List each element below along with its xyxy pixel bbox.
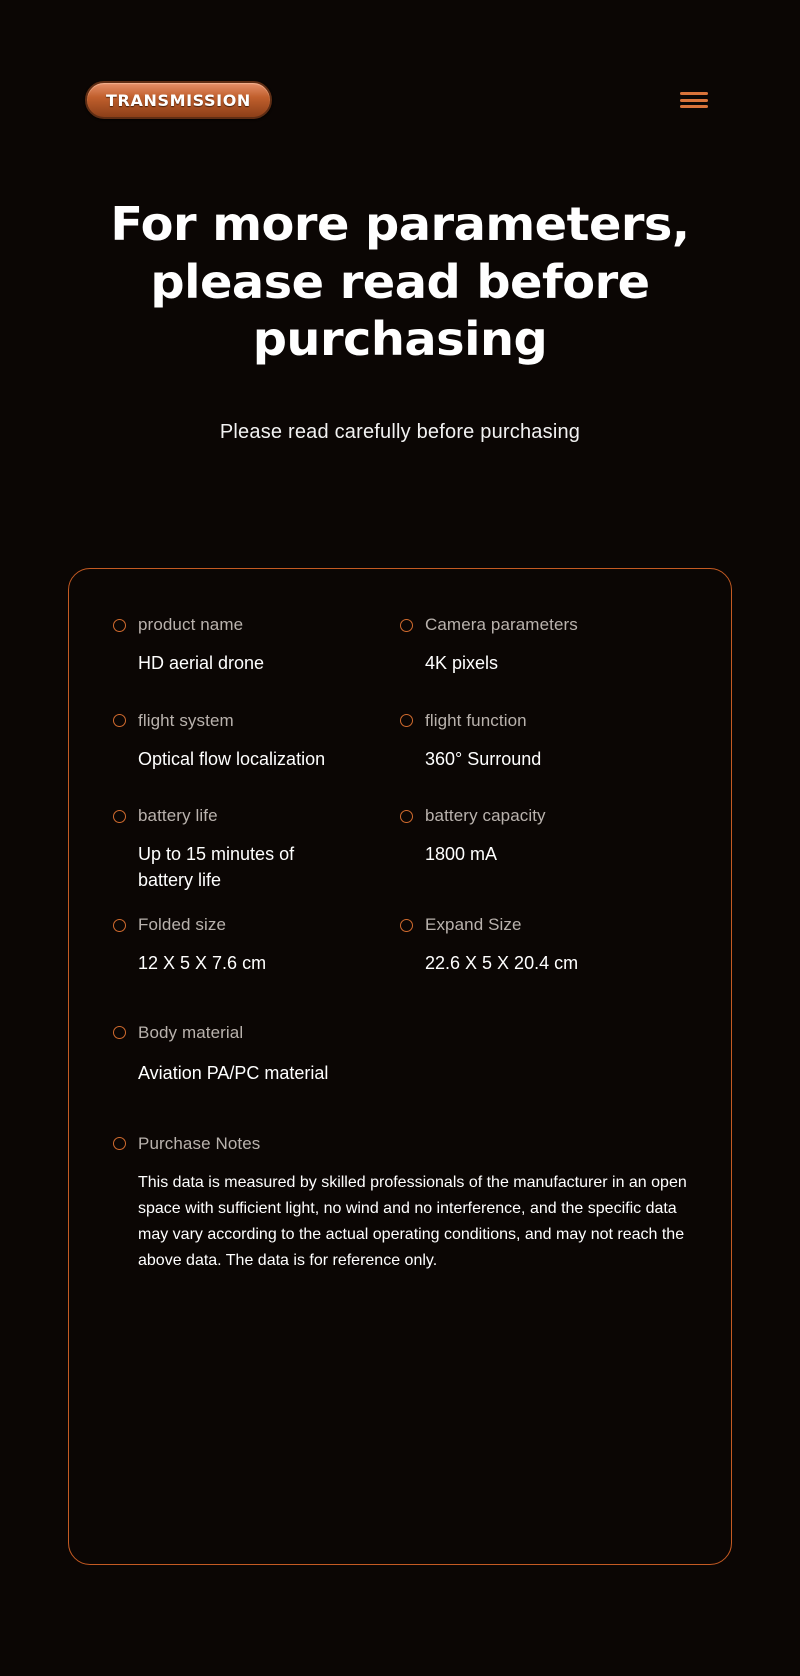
spec-value: 360° Surround: [425, 748, 542, 769]
circle-bullet-icon: [400, 810, 413, 823]
circle-bullet-icon: [113, 1026, 126, 1039]
spec-item-body-material: [113, 1023, 687, 1088]
spec-header: [400, 915, 687, 935]
specification-card: [68, 568, 732, 1565]
menu-bar-3: [680, 105, 708, 108]
spec-header: [400, 615, 687, 635]
spec-label: product name: [138, 615, 244, 634]
spec-label: Expand Size: [425, 915, 522, 935]
spec-header: [400, 711, 687, 731]
circle-bullet-icon: [400, 714, 413, 727]
spec-label: Body material: [138, 1022, 244, 1042]
spec-label: flight function: [425, 710, 527, 730]
spec-label: Camera parameters: [425, 615, 578, 634]
brand-logo-label: TRANSMISSION: [106, 90, 251, 110]
spec-header: [113, 615, 400, 635]
spec-value: Aviation PA/PC material: [138, 1062, 329, 1083]
circle-bullet-icon: [113, 619, 126, 632]
spec-label: battery life: [138, 806, 218, 826]
circle-bullet-icon: [400, 619, 413, 632]
circle-bullet-icon: [400, 919, 413, 932]
spec-item-camera-parameters: [400, 615, 687, 677]
spec-value: 22.6 X 5 X 20.4 cm: [425, 953, 579, 974]
spec-item-product-name: [113, 615, 400, 677]
spec-label: flight system: [138, 710, 234, 730]
spec-header: [113, 806, 400, 826]
spec-item-expand-size: [400, 915, 687, 977]
spec-header: [113, 1023, 687, 1043]
hamburger-menu-icon[interactable]: [680, 88, 708, 112]
spec-label: Folded size: [138, 915, 227, 935]
spec-item-folded-size: [113, 915, 400, 977]
spec-item-flight-system: [113, 711, 400, 773]
hero-section: [0, 196, 800, 444]
brand-logo-button[interactable]: [85, 81, 272, 119]
spec-header: [400, 806, 687, 826]
spec-value: 1800 mA: [425, 844, 498, 865]
menu-bar-1: [680, 92, 708, 95]
site-header: [0, 70, 800, 140]
menu-bar-2: [680, 99, 708, 102]
spec-label: battery capacity: [425, 806, 546, 826]
spec-header: [113, 711, 400, 731]
spec-value: 12 X 5 X 7.6 cm: [138, 953, 267, 974]
spec-item-purchase-notes: [113, 1134, 687, 1274]
spec-item-battery-capacity: [400, 806, 687, 893]
spec-value: This data is measured by skilled professionals of the manufacturer in an open space with sufficient light, no wind and no interference, and the specific data may vary according to the actual operating conditions, and may not reach the above data. The data is for reference only.: [138, 1173, 687, 1269]
circle-bullet-icon: [113, 1137, 126, 1150]
page-title: For more parameters, please read before purchasing: [110, 197, 690, 366]
circle-bullet-icon: [113, 714, 126, 727]
page-subtitle: Please read carefully before purchasing: [219, 420, 581, 443]
spec-label: Purchase Notes: [138, 1133, 261, 1153]
spec-header: [113, 1134, 687, 1154]
circle-bullet-icon: [113, 810, 126, 823]
spec-value: Optical flow localization: [138, 748, 326, 769]
spec-value: 4K pixels: [425, 653, 499, 673]
specification-grid: [113, 615, 687, 1308]
spec-item-flight-function: [400, 711, 687, 773]
spec-value: HD aerial drone: [138, 653, 265, 673]
circle-bullet-icon: [113, 919, 126, 932]
spec-value: Up to 15 minutes of battery life: [138, 844, 295, 890]
spec-header: [113, 915, 400, 935]
spec-item-battery-life: [113, 806, 400, 893]
